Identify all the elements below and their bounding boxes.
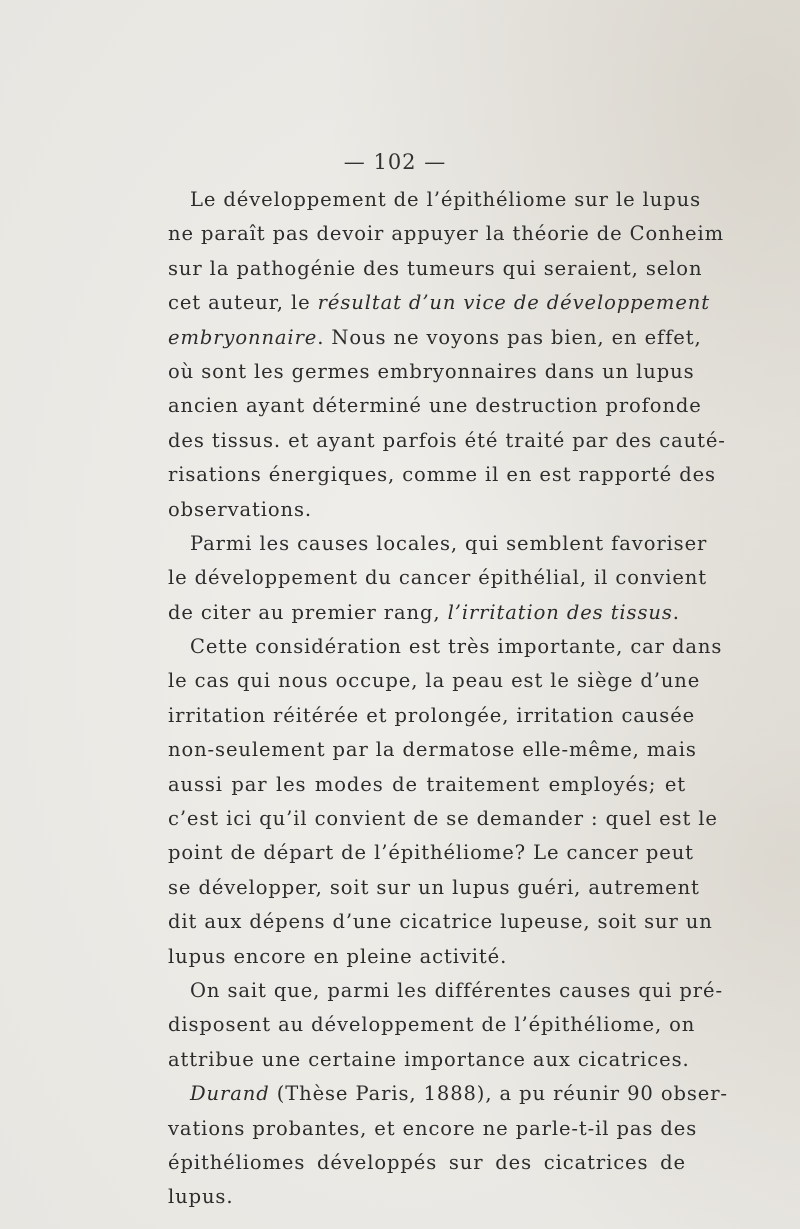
text-line <box>168 321 702 355</box>
text-line <box>168 286 710 320</box>
text-line <box>168 871 700 905</box>
italic-segment: Durand <box>190 1082 270 1106</box>
text-segment: . <box>672 600 680 624</box>
text-segment: ne paraît pas devoir appuyer la théorie de Conheim <box>168 222 724 246</box>
text-segment: dit aux dépens d’une cicatrice lupeuse, soit sur un <box>168 910 713 934</box>
text-segment: aussi par les modes de traitement employés; et <box>168 772 686 796</box>
text-segment: observations. <box>168 497 313 521</box>
text-segment: lupus. <box>168 1185 234 1209</box>
text-line <box>168 836 694 870</box>
text-line <box>168 217 724 251</box>
italic-segment: embryonnaire <box>168 325 318 349</box>
text-segment: On sait que, parmi les différentes causes qui pré- <box>190 978 723 1002</box>
text-segment: c’est ici qu’il convient de se demander : quel est le <box>168 807 718 831</box>
text-segment: lupus encore en pleine activité. <box>168 944 508 968</box>
text-segment: Cette considération est très importante, car dans <box>190 635 723 659</box>
text-segment: non-seulement par la dermatose elle-même, mais <box>168 738 697 762</box>
text-line <box>168 252 703 286</box>
text-line <box>168 493 686 527</box>
text-line <box>168 974 723 1008</box>
text-line <box>168 630 723 664</box>
text-line <box>168 940 686 974</box>
text-segment: épithéliomes développés sur des cicatrices de <box>168 1150 686 1174</box>
text-line <box>168 905 713 939</box>
text-line <box>168 802 718 836</box>
text-segment: risations énergiques, comme il en est rapporté des <box>168 463 716 487</box>
text-line <box>168 1146 686 1180</box>
text-line <box>168 1043 690 1077</box>
text-line <box>168 733 697 767</box>
text-segment: Parmi les causes locales, qui semblent favoriser <box>190 531 708 555</box>
text-line <box>168 1112 698 1146</box>
text-segment: ancien ayant déterminé une destruction profonde <box>168 394 702 418</box>
page-number: — 102 — <box>343 150 447 174</box>
text-segment: irritation réitérée et prolongée, irritation causée <box>168 703 696 727</box>
text-line <box>168 1180 686 1214</box>
text-segment: de citer au premier rang, <box>168 600 448 624</box>
text-line <box>168 561 707 595</box>
text-line <box>168 664 701 698</box>
text-segment: . Nous ne voyons pas bien, en effet, <box>317 325 702 349</box>
text-segment: vations probantes, et encore ne parle-t-il pas des <box>168 1116 698 1140</box>
text-segment: disposent au développement de l’épithéliome, on <box>168 1013 696 1037</box>
text-line <box>168 596 686 630</box>
text-segment: attribue une certaine importance aux cicatrices. <box>168 1047 690 1071</box>
text-segment: cet auteur, le <box>168 291 318 315</box>
text-line <box>168 424 726 458</box>
text-segment: se développer, soit sur un lupus guéri, autrement <box>168 875 700 899</box>
text-segment: sur la pathogénie des tumeurs qui seraient, selon <box>168 256 703 280</box>
text-line <box>168 183 701 217</box>
text-line <box>168 389 702 423</box>
text-line <box>168 1008 696 1042</box>
text-segment: Le développement de l’épithéliome sur le lupus <box>190 188 701 211</box>
text-line <box>168 768 686 802</box>
text-line <box>168 355 695 389</box>
text-line <box>168 1077 728 1111</box>
text-segment: point de départ de l’épithéliome? Le cancer peut <box>168 841 694 865</box>
text-segment: où sont les germes embryonnaires dans un lupus <box>168 359 695 383</box>
italic-segment: l’irritation des tissus <box>447 600 673 624</box>
text-line <box>168 527 708 561</box>
text-segment: le cas qui nous occupe, la peau est le siège d’une <box>168 669 701 693</box>
text-segment: des tissus. et ayant parfois été traité par des cauté- <box>168 428 726 452</box>
text-segment: (Thèse Paris, 1888), a pu réunir 90 obser- <box>269 1082 728 1106</box>
text-segment: le développement du cancer épithélial, il convient <box>168 566 707 590</box>
body-text <box>168 183 728 1215</box>
italic-segment: résultat d’un vice de développement <box>317 291 710 315</box>
text-line <box>168 458 716 492</box>
text-line <box>168 699 696 733</box>
